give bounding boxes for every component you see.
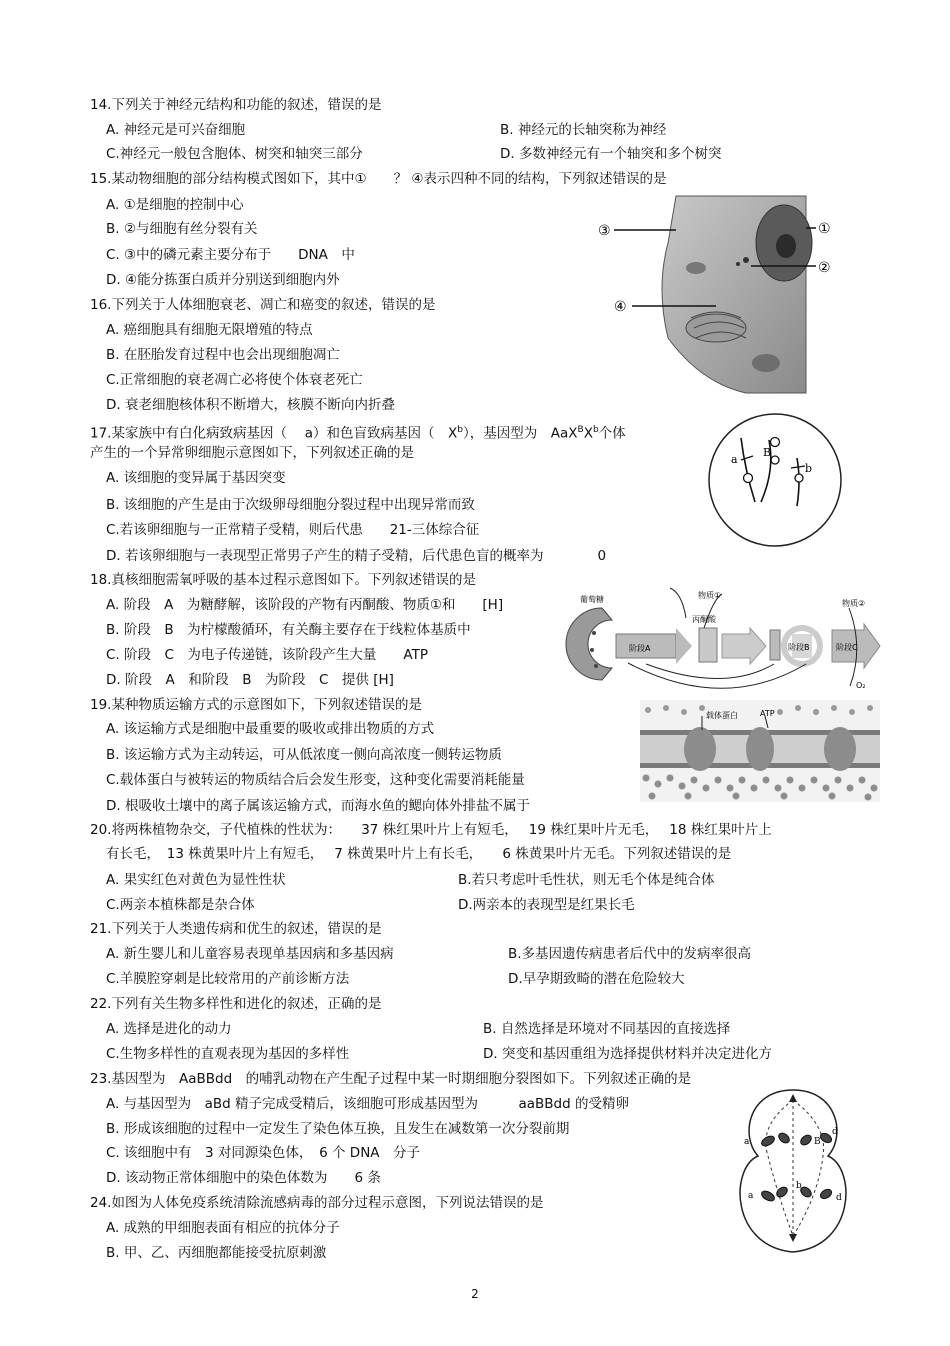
figure-label: 阶段B <box>788 643 810 652</box>
gene-label: a <box>748 1191 754 1201</box>
q14-option-d: D. 多数神经元有一个轴突和多个树突 <box>500 146 722 162</box>
q22-option-c: C.生物多样性的直观表现为基因的多样性 <box>106 1046 350 1062</box>
q19-stem: 19.某种物质运输方式的示意图如下，下列叙述错误的是 <box>90 697 422 713</box>
q21-option-c: C.羊膜腔穿刺是比较常用的产前诊断方法 <box>106 971 350 987</box>
q14-option-c: C.神经元一般包含胞体、树突和轴突三部分 <box>106 146 363 162</box>
figure-label: O₂ <box>856 681 866 690</box>
membrane-transport-figure <box>640 700 880 802</box>
gene-label: B <box>763 446 772 459</box>
q18-option-a: A. 阶段 A 为糖酵解，该阶段的产物有丙酮酸、物质①和 [H] <box>106 597 504 613</box>
figure-label: 物质② <box>842 599 866 608</box>
q23-option-c: C. 该细胞中有 3 对同源染色体， 6 个 DNA 分子 <box>106 1145 421 1161</box>
gene-label: a <box>731 453 738 466</box>
q23-option-a: A. 与基因型为 aBd 精子完成受精后，该细胞可形成基因型为 aaBBdd 的受精卵 <box>106 1096 629 1112</box>
q17-option-d: D. 若该卵细胞与一表现型正常男子产生的精子受精，后代患色盲的概率为 0 <box>106 548 607 564</box>
q21-stem: 21.下列关于人类遗传病和优生的叙述，错误的是 <box>90 921 382 937</box>
page-number: 2 <box>471 1287 479 1301</box>
q19-option-d: D. 根吸收土壤中的离子属该运输方式，而海水鱼的鳃向体外排盐不属于 <box>106 798 530 814</box>
figure-label: ATP <box>760 709 775 718</box>
q17-stem-line2: 产生的一个异常卵细胞示意图如下，下列叙述正确的是 <box>90 445 414 461</box>
q14-stem: 14.下列关于神经元结构和功能的叙述，错误的是 <box>90 97 382 113</box>
q16-stem: 16.下列关于人体细胞衰老、凋亡和癌变的叙述，错误的是 <box>90 297 436 313</box>
q18-option-c: C. 阶段 C 为电子传递链，该阶段产生大量 ATP <box>106 647 429 663</box>
q20-stem-line2: 有长毛， 13 株黄果叶片上有短毛， 7 株黄果叶片上有长毛， 6 株黄果叶片无毛。下列叙述错误的是 <box>106 846 732 862</box>
figure-label: 丙酮酸 <box>692 615 716 624</box>
q18-option-d: D. 阶段 A 和阶段 B 为阶段 C 提供 [H] <box>106 672 394 688</box>
q17-option-a: A. 该细胞的变异属于基因突变 <box>106 470 286 486</box>
q17-option-b: B. 该细胞的产生是由于次级卵母细胞分裂过程中出现异常而致 <box>106 497 475 513</box>
figure-label: 葡萄糖 <box>580 595 604 604</box>
gene-label: a <box>744 1137 750 1147</box>
gene-label: B <box>814 1137 821 1147</box>
figure-label: ② <box>818 260 831 276</box>
q22-option-a: A. 选择是进化的动力 <box>106 1021 232 1037</box>
q15-stem: 15.某动物细胞的部分结构模式图如下，其中① ？ ④表示四种不同的结构，下列叙述错误的是 <box>90 171 667 187</box>
q17-option-c: C.若该卵细胞与一正常精子受精，则后代患 21-三体综合征 <box>106 522 480 538</box>
figure-label: 载体蛋白 <box>706 711 738 720</box>
q15-option-b: B. ②与细胞有丝分裂有关 <box>106 221 258 237</box>
q19-option-a: A. 该运输方式是细胞中最重要的吸收或排出物质的方式 <box>106 721 435 737</box>
q17-stem: 17.某家族中有白化病致病基因（ a）和色盲致病基因（ $X^b$），基因型为 $AaX^BX^b$个体 <box>90 425 626 442</box>
figure-label: 阶段C <box>836 643 858 652</box>
q20-option-c: C.两亲本植株都是杂合体 <box>106 897 255 913</box>
q20-option-a: A. 果实红色对黄色为显性性状 <box>106 872 286 888</box>
q21-option-a: A. 新生婴儿和儿童容易表现单基因病和多基因病 <box>106 946 394 962</box>
q14-option-a: A. 神经元是可兴奋细胞 <box>106 122 246 138</box>
figure-label: 物质① <box>698 591 722 600</box>
figure-label: 阶段A <box>629 644 651 653</box>
egg-cell-figure <box>705 410 845 550</box>
q14-option-b: B. 神经元的长轴突称为神经 <box>500 122 667 138</box>
gene-label: d <box>836 1193 842 1203</box>
gene-label: d <box>832 1127 838 1137</box>
q22-option-d: D. 突变和基因重组为选择提供材料并决定进化方 <box>483 1046 772 1062</box>
figure-label: ① <box>818 221 831 237</box>
q24-option-a: A. 成熟的甲细胞表面有相应的抗体分子 <box>106 1220 340 1236</box>
q15-option-a: A. ①是细胞的控制中心 <box>106 197 244 213</box>
respiration-diagram <box>574 588 880 692</box>
q24-option-b: B. 甲、乙、丙细胞都能接受抗原刺激 <box>106 1245 327 1261</box>
q24-stem: 24.如图为人体免疫系统清除流感病毒的部分过程示意图，下列说法错误的是 <box>90 1195 544 1211</box>
q16-option-d: D. 衰老细胞核体积不断增大，核膜不断向内折叠 <box>106 397 395 413</box>
gene-label: b <box>805 462 813 475</box>
q16-option-a: A. 癌细胞具有细胞无限增殖的特点 <box>106 322 313 338</box>
q19-option-c: C.载体蛋白与被转运的物质结合后会发生形变，这种变化需要消耗能量 <box>106 772 525 788</box>
figure-label: ③ <box>598 223 611 239</box>
q15-option-d: D. ④能分拣蛋白质并分别送到细胞内外 <box>106 272 340 288</box>
q23-option-d: D. 该动物正常体细胞中的染色体数为 6 条 <box>106 1170 381 1186</box>
q16-option-b: B. 在胚胎发育过程中也会出现细胞凋亡 <box>106 347 340 363</box>
q20-option-b: B.若只考虑叶毛性状，则无毛个体是纯合体 <box>458 872 715 888</box>
q19-option-b: B. 该运输方式为主动转运，可从低浓度一侧向高浓度一侧转运物质 <box>106 747 502 763</box>
q18-stem: 18.真核细胞需氧呼吸的基本过程示意图如下。下列叙述错误的是 <box>90 572 476 588</box>
q23-option-b: B. 形成该细胞的过程中一定发生了染色体互换，且发生在减数第一次分裂前期 <box>106 1121 570 1137</box>
q20-option-d: D.两亲本的表现型是红果长毛 <box>458 897 635 913</box>
gene-label: b <box>796 1181 802 1191</box>
q18-option-b: B. 阶段 B 为柠檬酸循环，有关酶主要存在于线粒体基质中 <box>106 622 471 638</box>
q21-option-b: B.多基因遗传病患者后代中的发病率很高 <box>508 946 752 962</box>
figure-label: ④ <box>614 299 627 315</box>
meiosis-cell-figure <box>728 1086 858 1256</box>
q22-option-b: B. 自然选择是环境对不同基因的直接选择 <box>483 1021 731 1037</box>
q21-option-d: D.早孕期致畸的潜在危险较大 <box>508 971 685 987</box>
q15-option-c: C. ③中的磷元素主要分布于 DNA 中 <box>106 247 355 263</box>
animal-cell-figure <box>598 188 846 403</box>
q20-stem: 20.将两株植物杂交，子代植株的性状为： 37 株红果叶片上有短毛， 19 株红果叶片无毛， 18 株红果叶片上 <box>90 822 772 838</box>
q22-stem: 22.下列有关生物多样性和进化的叙述，正确的是 <box>90 996 382 1012</box>
q23-stem: 23.基因型为 AaBBdd 的哺乳动物在产生配子过程中某一时期细胞分裂图如下。下列叙述正确的是 <box>90 1071 692 1087</box>
q16-option-c: C.正常细胞的衰老凋亡必将使个体衰老死亡 <box>106 372 363 388</box>
